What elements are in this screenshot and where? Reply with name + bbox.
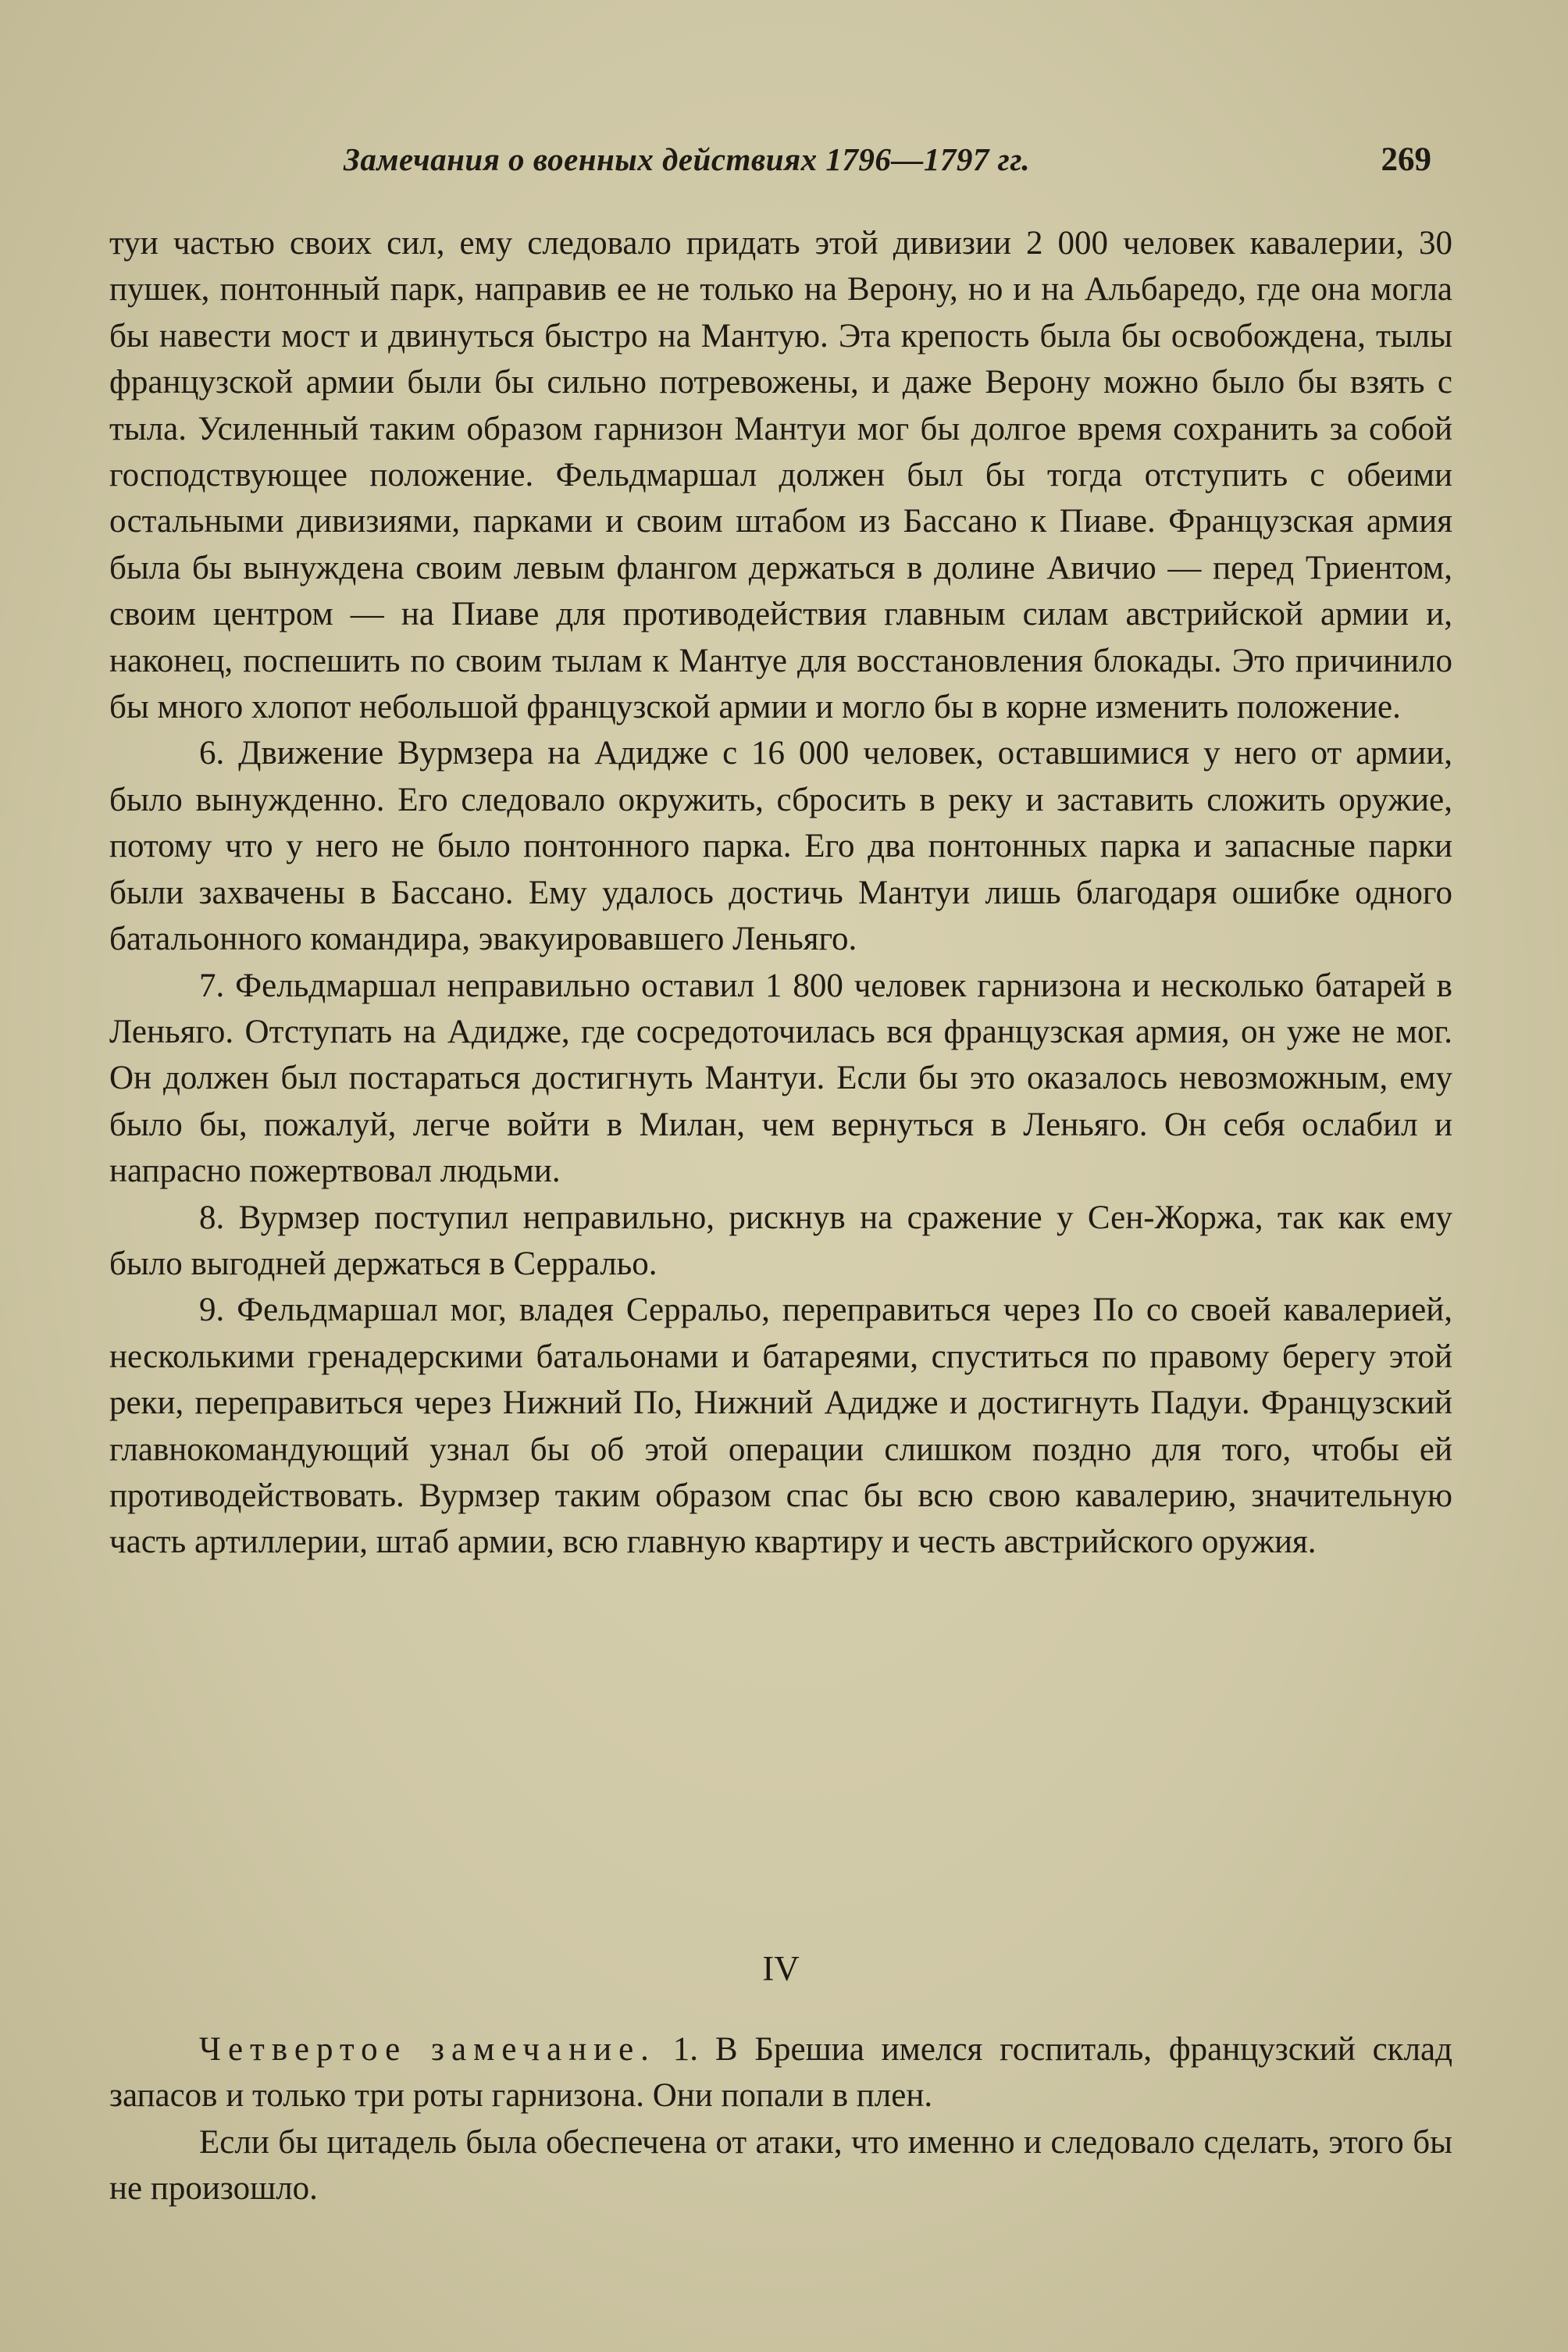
section-heading: IV bbox=[762, 1949, 800, 1988]
main-text bbox=[109, 220, 1452, 1566]
paragraph-fourth-remark bbox=[109, 2026, 1452, 2119]
paragraph-continuation: туи частью своих сил, ему следовало придать этой дивизии 2 000 человек кавалерии, 30 пушек, понтонный парк, направив ее не только на Верону, но и на Альбаредо, где она могла бы навести мост и двинуться быстро на Мантую. Эта крепость была бы освобождена, тылы французской армии были бы сильно потревожены, и даже Верону можно было бы взять с тыла. Усиленный таким образом гарнизон Мантуи мог бы долгое время сохранить за собой господствующее положение. Фельдмаршал должен был бы тогда отступить с обеими остальными дивизиями, парками и своим штабом из Бассано к Пиаве. Французская армия была бы вынуждена своим левым флангом держаться в долине Авичио — перед Триентом, своим центром — на Пиаве для противодействия главным силам австрийской армии и, наконец, поспешить по своим тылам к Мантуе для восстановления блокады. Это причинило бы много хлопот небольшой французской армии и могло бы в корне изменить положение. bbox=[109, 225, 1452, 726]
remark-text: 1. В Брешиа имелся госпиталь, французский склад запасов и только три роты гарнизона. Они попали в плен. bbox=[109, 2031, 1452, 2115]
page-number: 269 bbox=[1381, 141, 1431, 178]
paragraph-point-6: 6. Движение Вурмзера на Адидже с 16 000 человек, оставшимися у него от армии, было вынужденно. Его следовало окружить, сбросить в реку и заставить сложить оружие, потому что у него не было понтонного парка. Его два понтонных парка и запасные парки были захвачены в Бассано. Ему удалось достичь Мантуи лишь благодаря ошибке одного батальонного командира, эвакуировавшего Леньяго. bbox=[109, 735, 1452, 958]
paragraph-last: Если бы цитадель была обеспечена от атаки, что именно и следовало сделать, этого бы не произошло. bbox=[109, 2123, 1452, 2208]
paragraph-point-7: 7. Фельдмаршал неправильно оставил 1 800 человек гарнизона и несколько батарей в Леньяго. Отступать на Адидже, где сосредоточилась вся французская армия, он уже не мог. Он должен был постараться достигнуть Мантуи. Если бы это оказалось невозможным, ему было бы, пожалуй, легче войти в Милан, чем вернуться в Леньяго. Он себя ослабил и напрасно пожертвовал людьми. bbox=[109, 967, 1452, 1190]
section-text bbox=[109, 2026, 1452, 2212]
running-title: Замечания о военных действиях 1796—1797 гг. bbox=[344, 141, 1031, 177]
paragraph-point-8: 8. Вурмзер поступил неправильно, рискнув на сражение у Сен-Жоржа, так как ему было выгодней держаться в Серральо. bbox=[109, 1199, 1452, 1282]
remark-label: Четвертое замечание. bbox=[199, 2031, 656, 2068]
paragraph-point-9: 9. Фельдмаршал мог, владея Серральо, переправиться через По со своей кавалерией, несколькими гренадерскими батальонами и батареями, спуститься по правому берегу этой реки, переправиться через Нижний По, Нижний Адидже и достигнуть Падуи. Французский главнокомандующий узнал бы об этой операции слишком поздно для того, чтобы ей противодействовать. Вурмзер таким образом спас бы всю свою кавалерию, значительную часть артиллерии, штаб армии, всю главную квартиру и честь австрийского оружия. bbox=[109, 1292, 1452, 1561]
running-header bbox=[344, 141, 1431, 187]
